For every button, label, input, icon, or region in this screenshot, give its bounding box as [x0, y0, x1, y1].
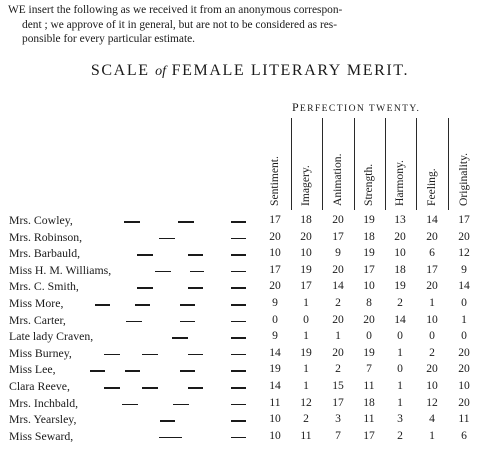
score-cell: 20 [426, 362, 438, 376]
score-cell: 19 [300, 262, 312, 276]
leader-dash [95, 304, 110, 306]
score-cell: 14 [332, 279, 344, 293]
editor-note-line-1: WE insert the following as we received it from an anonymous correspon- [8, 4, 343, 16]
leader-dash [231, 287, 246, 289]
author-name: Miss H. M. Williams, [9, 262, 112, 277]
score-cell: 15 [332, 379, 344, 392]
score-cell: 7 [335, 428, 341, 442]
score-cell: 2 [303, 412, 309, 426]
editor-note-line-3: ponsible for every particular estimate. [22, 33, 196, 45]
column-rule [322, 118, 323, 210]
score-cell: 10 [458, 379, 470, 392]
score-cell: 1 [429, 428, 435, 442]
score-cell: 1 [303, 379, 309, 392]
column-header-label: Imagery. [299, 165, 312, 206]
score-cell: 11 [300, 428, 312, 442]
leader-dash [231, 437, 246, 439]
leader-dash [231, 420, 246, 422]
author-name: Mrs. Yearsley, [9, 412, 77, 427]
leader-dash [231, 404, 246, 406]
leader-dash [180, 370, 195, 372]
leader-dash [190, 271, 204, 273]
score-cell: 0 [303, 312, 309, 326]
score-cell: 1 [397, 345, 403, 359]
score-cell: 8 [366, 296, 372, 309]
score-cell: 10 [426, 379, 438, 392]
score-cell: 14 [426, 213, 438, 226]
score-cell: 12 [458, 246, 470, 260]
score-cell: 19 [394, 279, 406, 293]
score-cell: 1 [303, 296, 309, 309]
score-cell: 2 [335, 362, 341, 376]
leader-dash [124, 221, 140, 223]
perfection-heading [292, 100, 420, 115]
editor-note-line-2: dent ; we approve of it in general, but are not to be considered as res- [22, 18, 338, 31]
score-cell: 1 [303, 329, 309, 343]
score-cell: 19 [363, 246, 375, 260]
score-cell: 20 [394, 229, 406, 243]
score-cell: 9 [272, 296, 278, 309]
leader-dash [231, 304, 246, 306]
author-name: Miss Lee, [9, 362, 56, 377]
score-cell: 2 [429, 345, 435, 359]
score-cell: 17 [269, 262, 281, 276]
leader-dash [231, 221, 246, 223]
author-name: Clara Reeve, [9, 379, 70, 393]
score-cell: 19 [269, 362, 281, 376]
score-cell: 0 [461, 329, 467, 343]
score-cell: 9 [461, 262, 467, 276]
leader-dash [137, 254, 153, 256]
score-cell: 9 [272, 329, 278, 343]
leader-dash [104, 387, 120, 389]
leader-dash [180, 304, 195, 306]
score-cell: 20 [332, 262, 344, 276]
column-header-label: Strength. [362, 163, 375, 206]
leader-dash [188, 254, 203, 256]
leader-dash [125, 370, 140, 372]
author-name: Mrs. Inchbald, [9, 395, 79, 410]
leader-dash [180, 321, 195, 323]
score-cell: 6 [429, 246, 435, 260]
author-name: Miss Burney, [9, 345, 72, 360]
score-cell: 19 [363, 213, 375, 226]
leader-dash [231, 271, 246, 273]
leader-dash [188, 287, 203, 289]
leader-dash [231, 321, 246, 323]
column-header-label: Feeling. [425, 168, 438, 206]
score-cell: 12 [300, 395, 312, 409]
score-cell: 6 [461, 428, 467, 442]
score-cell: 17 [332, 229, 344, 243]
score-cell: 3 [335, 412, 341, 426]
score-cell: 20 [269, 279, 281, 293]
score-cell: 20 [269, 229, 281, 243]
score-cell: 1 [429, 296, 435, 309]
score-cell: 20 [332, 312, 344, 326]
score-cell: 14 [269, 379, 281, 392]
leader-dash [126, 321, 142, 323]
score-cell: 10 [394, 246, 406, 260]
leader-dash [155, 271, 171, 273]
score-cell: 20 [426, 229, 438, 243]
leader-dash [172, 337, 188, 339]
leader-dash [160, 420, 175, 422]
leader-dash [178, 221, 194, 223]
score-cell: 1 [397, 379, 403, 392]
score-cell: 20 [458, 395, 470, 409]
score-cell: 17 [426, 262, 438, 276]
author-name: Mrs. C. Smith, [9, 279, 79, 294]
leader-dash [142, 354, 158, 356]
score-cell: 0 [397, 329, 403, 343]
score-cell: 10 [363, 279, 375, 293]
score-cell: 10 [269, 412, 281, 426]
author-name: Miss More, [9, 296, 64, 310]
score-cell: 4 [429, 412, 435, 426]
score-cell: 3 [397, 412, 403, 426]
score-cell: 12 [426, 395, 438, 409]
score-cell: 0 [366, 329, 372, 343]
score-cell: 18 [300, 213, 312, 226]
score-cell: 11 [269, 395, 281, 409]
title-scale: SCALE [90, 62, 150, 79]
score-cell: 10 [300, 246, 312, 260]
leader-dash [231, 387, 246, 389]
perfection-initial: P [292, 100, 300, 114]
score-cell: 7 [366, 362, 372, 376]
score-cell: 20 [458, 229, 470, 243]
score-cell: 1 [461, 312, 467, 326]
score-cell: 14 [458, 279, 470, 293]
column-header-label: Sentiment. [268, 156, 281, 206]
leader-dash [231, 354, 246, 356]
score-cell: 11 [458, 412, 470, 426]
score-cell: 20 [332, 213, 344, 226]
score-cell: 10 [426, 312, 438, 326]
score-cell: 11 [363, 412, 375, 426]
score-cell: 17 [363, 428, 375, 442]
title-rest: FEMALE LITERARY MERIT. [171, 62, 410, 79]
leader-dash [159, 437, 182, 439]
score-cell: 19 [300, 345, 312, 359]
author-name: Mrs. Cowley, [9, 213, 73, 227]
leader-dash [231, 370, 246, 372]
score-cell: 0 [397, 362, 403, 376]
author-name: Mrs. Barbauld, [9, 246, 81, 261]
author-name: Mrs. Carter, [9, 312, 66, 327]
column-rule [416, 118, 417, 210]
score-cell: 0 [429, 329, 435, 343]
score-cell: 17 [300, 279, 312, 293]
column-rule [448, 118, 449, 210]
leader-dash [137, 287, 153, 289]
score-cell: 17 [269, 213, 281, 226]
column-rule [291, 118, 292, 210]
score-cell: 19 [363, 345, 375, 359]
score-cell: 20 [332, 345, 344, 359]
column-header-label: Harmony. [393, 160, 406, 206]
leader-dash [188, 354, 203, 356]
score-cell: 10 [269, 246, 281, 260]
score-cell: 0 [461, 296, 467, 309]
score-cell: 17 [363, 262, 375, 276]
score-cell: 20 [458, 362, 470, 376]
score-cell: 2 [397, 428, 403, 442]
author-name: Mrs. Robinson, [9, 229, 83, 244]
score-cell: 20 [300, 229, 312, 243]
leader-dash [173, 404, 189, 406]
leader-dash [90, 370, 105, 372]
score-cell: 10 [269, 428, 281, 442]
leader-dash [231, 254, 246, 256]
leader-dash [135, 304, 150, 306]
score-cell: 11 [363, 379, 375, 392]
score-cell: 14 [269, 345, 281, 359]
author-name: Miss Seward, [9, 428, 74, 443]
leader-dash [122, 404, 138, 406]
score-cell: 18 [363, 229, 375, 243]
column-header-label: Originality. [457, 152, 470, 206]
author-name: Late lady Craven, [9, 329, 94, 344]
column-header-label: Animation. [331, 153, 344, 206]
score-cell: 18 [394, 262, 406, 276]
leader-dash [159, 238, 175, 240]
score-cell: 20 [458, 345, 470, 359]
score-cell: 0 [272, 312, 278, 326]
score-cell: 1 [303, 362, 309, 376]
score-cell: 2 [397, 296, 403, 309]
perfection-rest: ERFECTION TWENTY. [299, 103, 421, 114]
score-cell: 13 [394, 213, 406, 226]
score-cell: 14 [394, 312, 406, 326]
score-cell: 1 [335, 329, 341, 343]
title-of: of [155, 64, 167, 79]
score-cell: 20 [363, 312, 375, 326]
column-rule [385, 118, 386, 210]
score-cell: 2 [335, 296, 341, 309]
score-cell: 18 [363, 395, 375, 409]
score-cell: 17 [332, 395, 344, 409]
score-cell: 1 [397, 395, 403, 409]
column-rule [354, 118, 355, 210]
editor-note [8, 3, 493, 47]
leader-dash [231, 337, 246, 339]
score-cell: 17 [458, 213, 470, 226]
score-cell: 20 [426, 279, 438, 293]
leader-dash [231, 238, 246, 240]
score-cell: 9 [335, 246, 341, 260]
page-title [0, 62, 500, 80]
leader-dash [142, 387, 158, 389]
leader-dash [104, 354, 120, 356]
leader-dash [188, 387, 203, 389]
